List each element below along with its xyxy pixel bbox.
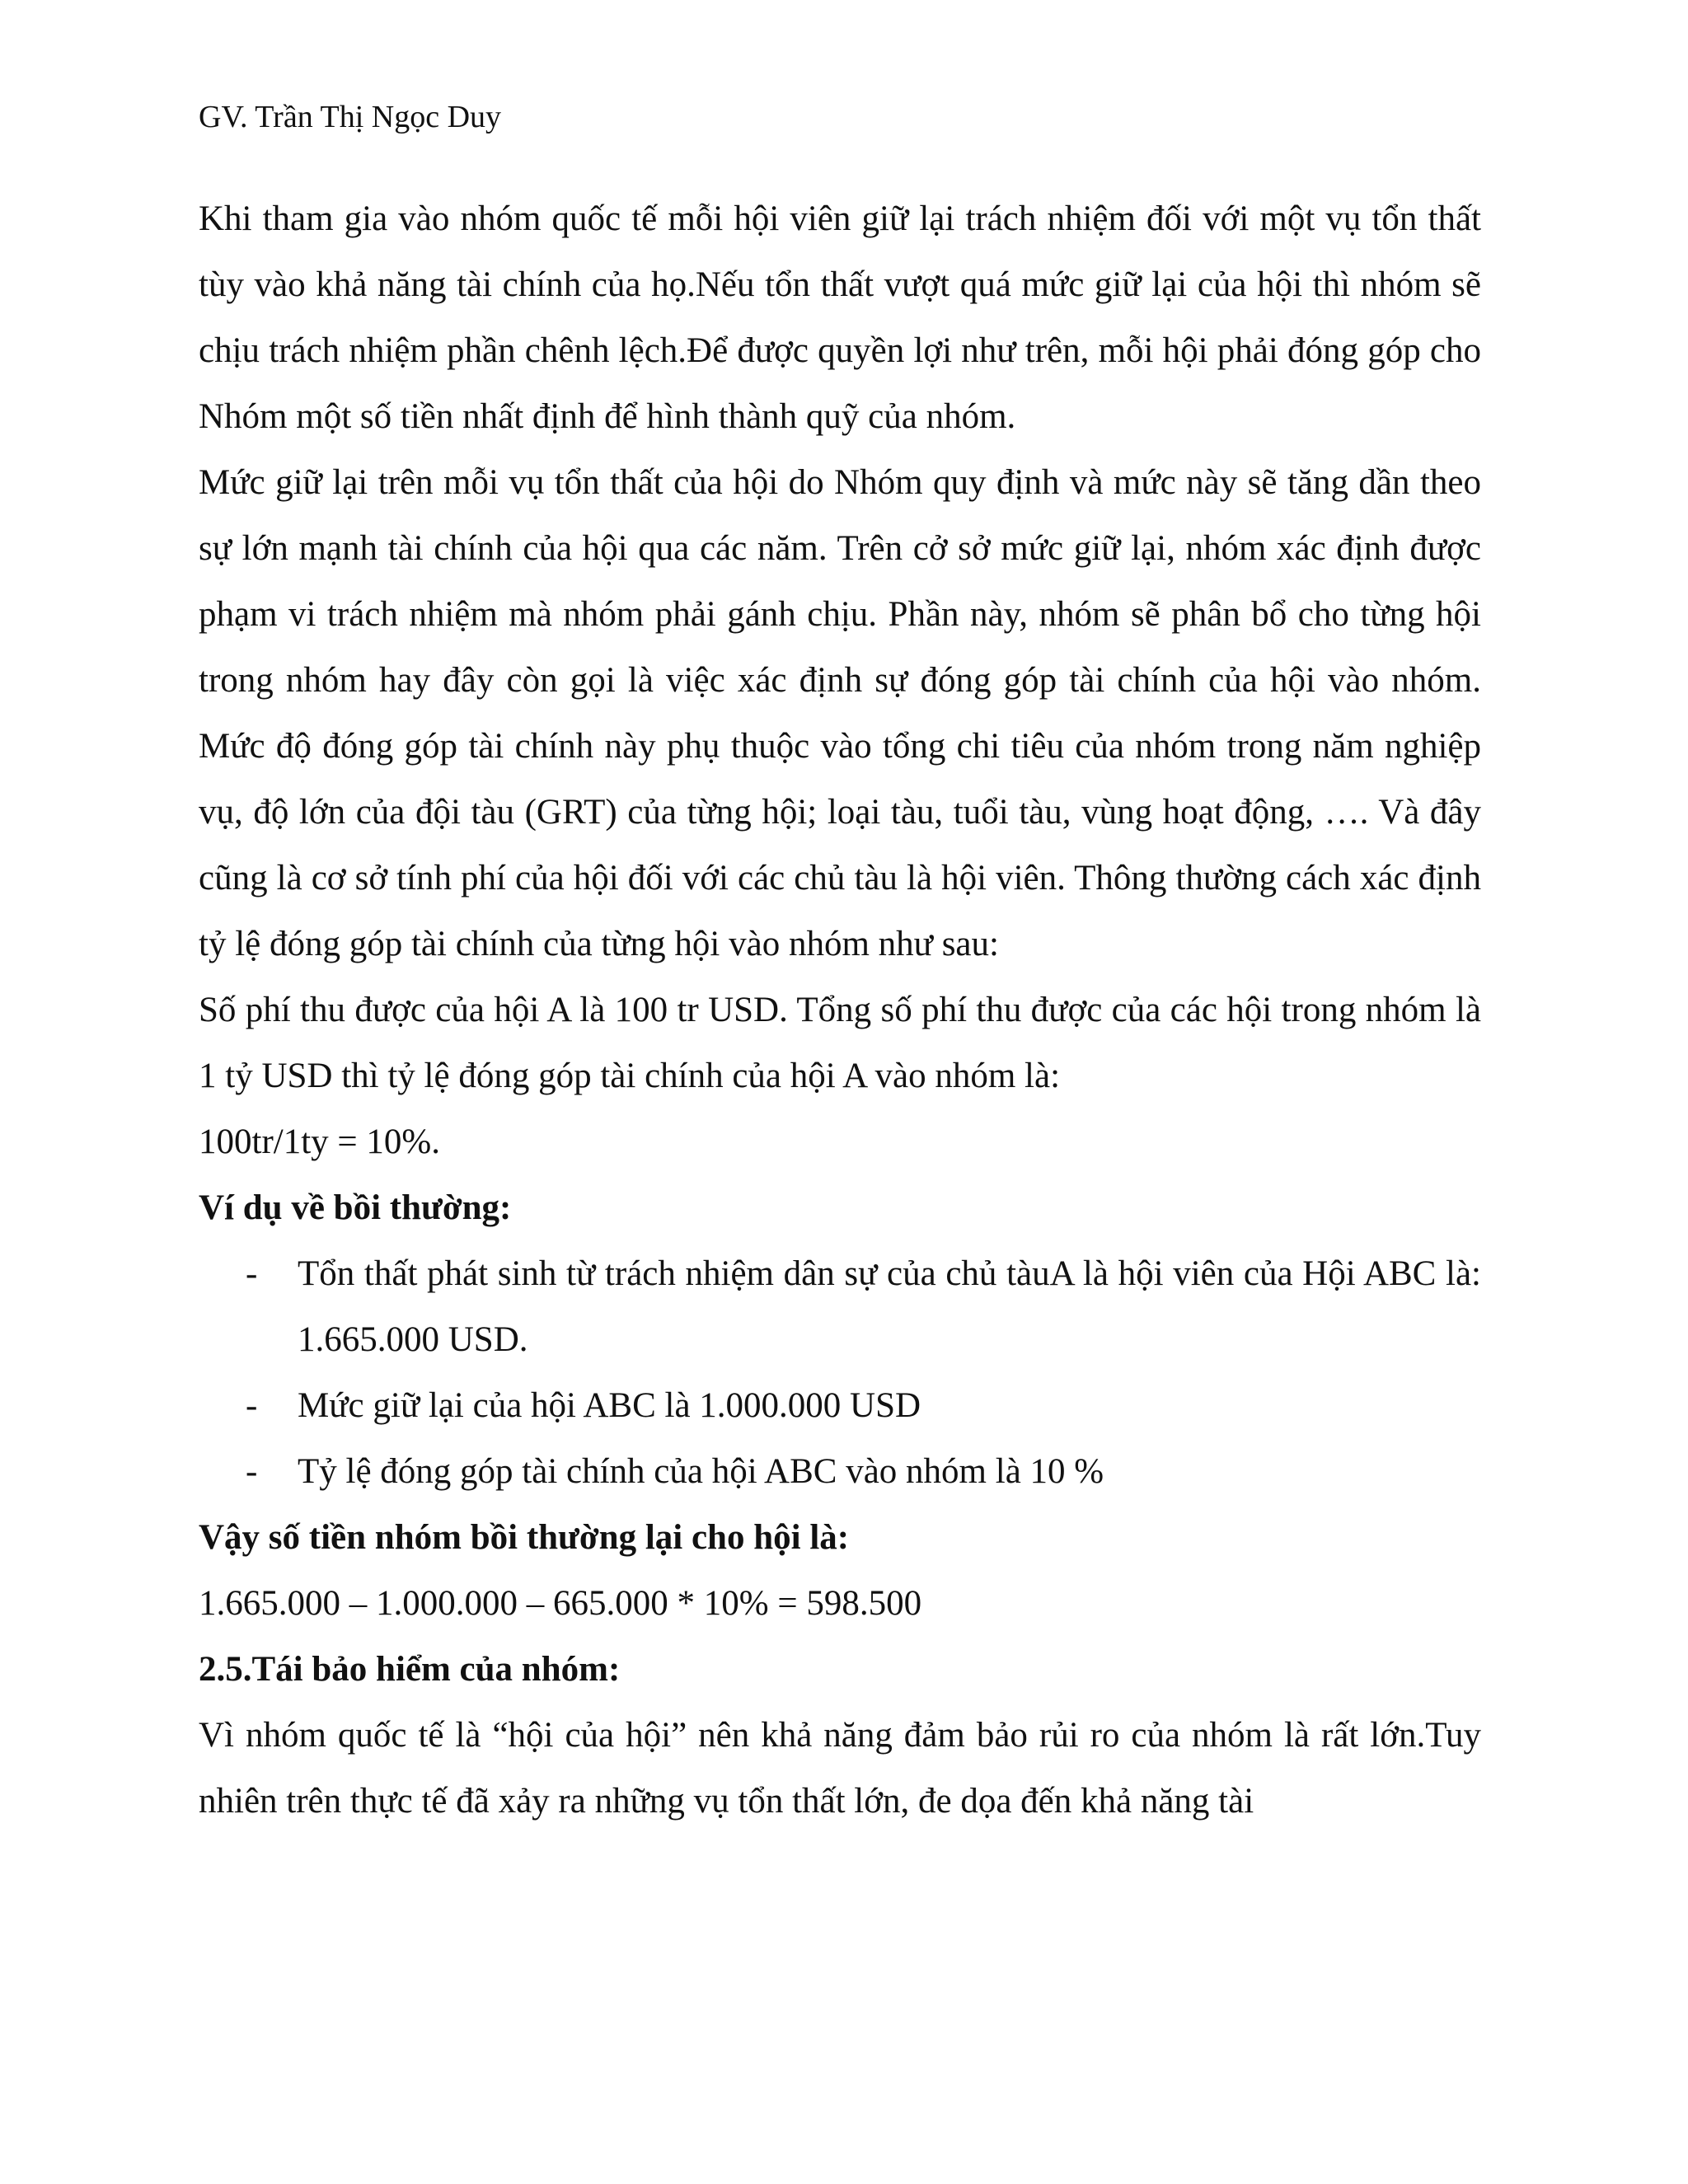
- document-body: [199, 186, 1481, 1835]
- section-heading-reinsurance: 2.5.Tái bảo hiểm của nhóm:: [199, 1650, 621, 1689]
- paragraph-premium-example: Số phí thu được của hội A là 100 tr USD. Tổng số phí thu được của các hội trong nhóm là 1 tỷ USD thì tỷ lệ đóng góp tài chính của hội A vào nhóm là:: [199, 991, 1481, 1095]
- list-item-text: Tỷ lệ đóng góp tài chính của hội ABC vào nhóm là 10 %: [298, 1452, 1104, 1491]
- formula-compensation-amount: 1.665.000 – 1.000.000 – 665.000 * 10% = 598.500: [199, 1584, 922, 1623]
- list-dash: -: [246, 1452, 258, 1491]
- page-header-author: GV. Trần Thị Ngọc Duy: [199, 100, 502, 134]
- list-item: [199, 1241, 1481, 1373]
- list-dash: -: [246, 1386, 258, 1425]
- list-item: [199, 1439, 1481, 1505]
- list-item-text: Mức giữ lại của hội ABC là 1.000.000 USD: [298, 1386, 921, 1425]
- list-item: [199, 1373, 1481, 1439]
- heading-compensation-result: Vậy số tiền nhóm bồi thường lại cho hội là:: [199, 1518, 850, 1557]
- heading-compensation-example: Ví dụ về bồi thường:: [199, 1188, 512, 1227]
- paragraph-reinsurance: Vì nhóm quốc tế là “hội của hội” nên khả năng đảm bảo rủi ro của nhóm là rất lớn.Tuy nhiên trên thực tế đã xảy ra những vụ tổn thất lớn, đe dọa đến khả năng tài: [199, 1716, 1481, 1821]
- list-item-text: Tổn thất phát sinh từ trách nhiệm dân sự của chủ tàuA là hội viên của Hội ABC là: 1.665.000 USD.: [298, 1254, 1481, 1359]
- list-dash: -: [246, 1254, 258, 1293]
- formula-contribution-rate: 100tr/1ty = 10%.: [199, 1122, 440, 1161]
- paragraph-retention-contribution: Mức giữ lại trên mỗi vụ tổn thất của hội do Nhóm quy định và mức này sẽ tăng dần theo sự lớn mạnh tài chính của hội qua các năm. Trên cở sở mức giữ lại, nhóm xác định được phạm vi trách nhiệm mà nhóm phải gánh chịu. Phần này, nhóm sẽ phân bổ cho từng hội trong nhóm hay đây còn gọi là việc xác định sự đóng góp tài chính của hội vào nhóm. Mức độ đóng góp tài chính này phụ thuộc vào tổng chi tiêu của nhóm trong năm nghiệp vụ, độ lớn của đội tàu (GRT) của từng hội; loại tàu, tuổi tàu, vùng hoạt động, …. Và đây cũng là cơ sở tính phí của hội đối với các chủ tàu là hội viên. Thông thường cách xác định tỷ lệ đóng góp tài chính của từng hội vào nhóm như sau:: [199, 463, 1481, 963]
- paragraph-membership-retention: Khi tham gia vào nhóm quốc tế mỗi hội viên giữ lại trách nhiệm đối với một vụ tổn thất tùy vào khả năng tài chính của họ.Nếu tổn thất vượt quá mức giữ lại của hội thì nhóm sẽ chịu trách nhiệm phần chênh lệch.Để được quyền lợi như trên, mỗi hội phải đóng góp cho Nhóm một số tiền nhất định để hình thành quỹ của nhóm.: [199, 199, 1481, 436]
- compensation-example-list: [199, 1241, 1481, 1505]
